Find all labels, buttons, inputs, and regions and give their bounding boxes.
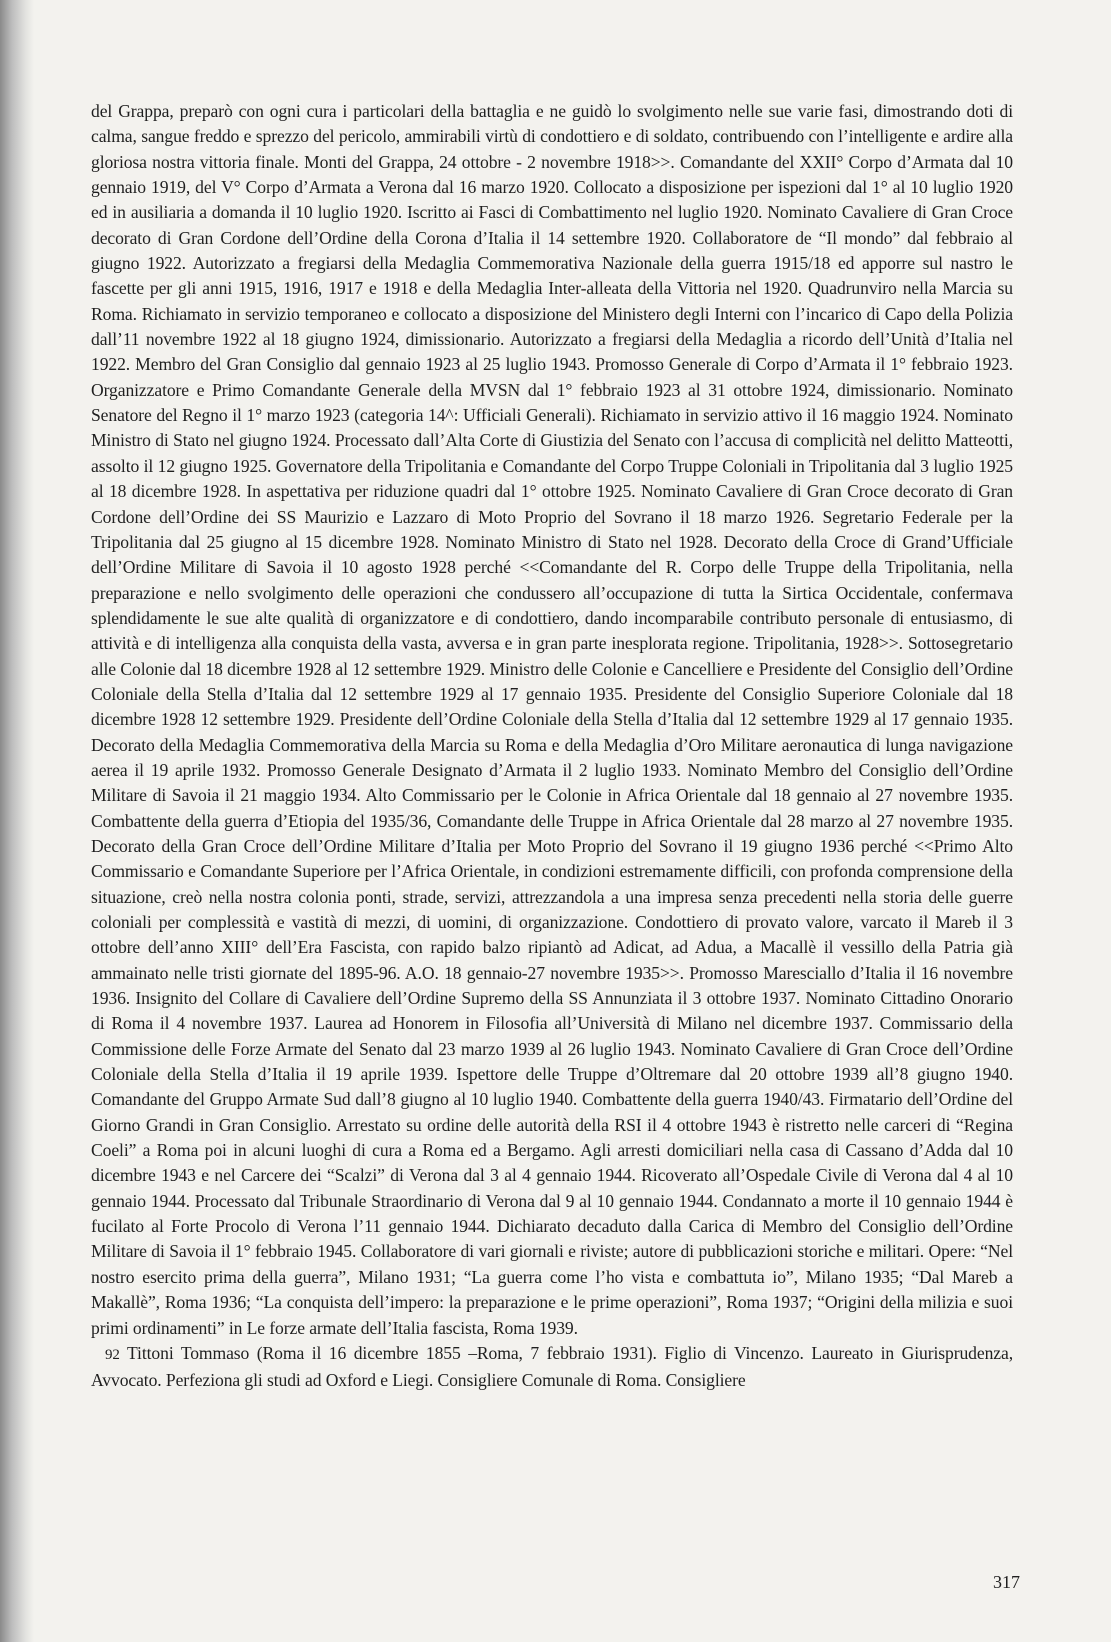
book-spine-shadow: [0, 0, 34, 1642]
footnote-number: 92: [105, 1346, 120, 1363]
footnote-92: [91, 1341, 1013, 1394]
footnote-text: Tittoni Tommaso (Roma il 16 dicembre 1855 –Roma, 7 febbraio 1931). Figlio di Vincenzo. Laureato in Giurisprudenza, Avvocato. Perfeziona gli studi ad Oxford e Liegi. Consigliere Comunale di Roma. Consigliere: [91, 1342, 1013, 1391]
page-body: [91, 99, 1013, 1394]
page-number: 317: [993, 1572, 1020, 1592]
biography-paragraph: del Grappa, preparò con ogni cura i particolari della battaglia e ne guidò lo svolgimento nelle sue varie fasi, dimostrando doti di calma, sangue freddo e sprezzo del pericolo, ammirabili virtù di condottiero e di soldato, contribuendo con l’intelligente e ardire alla gloriosa nostra vittoria finale. Monti del Grappa, 24 ottobre - 2 novembre 1918>>. Comandante del XXII° Corpo d’Armata dal 10 gennaio 1919, del V° Corpo d’Armata a Verona dal 16 marzo 1920. Collocato a disposizione per ispezioni dal 1° al 10 luglio 1920 ed in ausiliaria a domanda il 10 luglio 1920. Iscritto ai Fasci di Combattimento nel luglio 1920. Nominato Cavaliere di Gran Croce decorato di Gran Cordone dell’Ordine della Corona d’Italia il 14 settembre 1920. Collaboratore de “Il mondo” dal febbraio al giugno 1922. Autorizzato a fregiarsi della Medaglia Commemorativa Nazionale della guerra 1915/18 ed apporre sul nastro le fascette per gli anni 1915, 1916, 1917 e 1918 e della Medaglia Inter-alleata della Vittoria nel 1920. Quadrunviro nella Marcia su Roma. Richiamato in servizio temporaneo e collocato a disposizione del Ministero degli Interni con l’incarico di Capo della Polizia dall’11 novembre 1922 al 18 giugno 1924, dimissionario. Autorizzato a fregiarsi della Medaglia a ricordo dell’Unità d’Italia nel 1922. Membro del Gran Consiglio dal gennaio 1923 al 25 luglio 1943. Promosso Generale di Corpo d’Armata il 1° febbraio 1923. Organizzatore e Primo Comandante Generale della MVSN dal 1° febbraio 1923 al 31 ottobre 1924, dimissionario. Nominato Senatore del Regno il 1° marzo 1923 (categoria 14^: Ufficiali Generali). Richiamato in servizio attivo il 16 maggio 1924. Nominato Ministro di Stato nel giugno 1924. Processato dall’Alta Corte di Giustizia del Senato con l’accusa di complicità nel delitto Matteotti, assolto il 12 giugno 1925. Governatore della Tripolitania e Comandante del Corpo Truppe Coloniali in Tripolitania dal 3 luglio 1925 al 18 dicembre 1928. In aspettativa per riduzione quadri dal 1° ottobre 1925. Nominato Cavaliere di Gran Croce decorato di Gran Cordone dell’Ordine dei SS Maurizio e Lazzaro di Moto Proprio del Sovrano il 18 marzo 1926. Segretario Federale per la Tripolitania dal 25 giugno al 15 dicembre 1928. Nominato Ministro di Stato nel 1928. Decorato della Croce di Grand’Ufficiale dell’Ordine Militare di Savoia il 10 agosto 1928 perché <<Comandante del R. Corpo delle Truppe della Tripolitania, nella preparazione e nello svolgimento delle operazioni che condussero all’occupazione di tutta la Sirtica Occidentale, confermava splendidamente le sue alte qualità di organizzatore e di condottiero, dando incomparabile contributo personale di entusiasmo, di attività e di intelligenza alla conquista della vasta, avversa e in gran parte inesplorata regione. Tripolitania, 1928>>. Sottosegretario alle Colonie dal 18 dicembre 1928 al 12 settembre 1929. Ministro delle Colonie e Cancelliere e Presidente del Consiglio dell’Ordine Coloniale della Stella d’Italia dal 12 settembre 1929 al 17 gennaio 1935. Presidente del Consiglio Superiore Coloniale dal 18 dicembre 1928 12 settembre 1929. Presidente dell’Ordine Coloniale della Stella d’Italia dal 12 settembre 1929 al 17 gennaio 1935. Decorato della Medaglia Commemorativa della Marcia su Roma e della Medaglia d’Oro Militare aeronautica di lunga navigazione aerea il 19 aprile 1932. Promosso Generale Designato d’Armata il 2 luglio 1933. Nominato Membro del Consiglio dell’Ordine Militare di Savoia il 21 maggio 1934. Alto Commissario per le Colonie in Africa Orientale dal 18 gennaio al 27 novembre 1935. Combattente della guerra d’Etiopia del 1935/36, Comandante delle Truppe in Africa Orientale dal 28 marzo al 27 novembre 1935. Decorato della Gran Croce dell’Ordine Militare d’Italia per Moto Proprio del Sovrano il 19 giugno 1936 perché <<Primo Alto Commissario e Comandante Superiore per l’Africa Orientale, in condizioni estremamente difficili, con profonda comprensione della situazione, creò nella nostra colonia ponti, strade, servizi, attrezzandola a una impresa senza precedenti nella storia delle guerre coloniali per complessità e vastità di mezzi, di uomini, di organizzazione. Condottiero di provato valore, varcato il Mareb il 3 ottobre dell’anno XIII° dell’Era Fascista, con rapido balzo ripiantò ad Adicat, ad Adua, a Macallè il vessillo della Patria già ammainato nelle tristi giornate del 1895-96. A.O. 18 gennaio-27 novembre 1935>>. Promosso Maresciallo d’Italia il 16 novembre 1936. Insignito del Collare di Cavaliere dell’Ordine Supremo della SS Annunziata il 3 ottobre 1937. Nominato Cittadino Onorario di Roma il 4 novembre 1937. Laurea ad Honorem in Filosofia all’Università di Milano nel dicembre 1937. Commissario della Commissione delle Forze Armate del Senato dal 23 marzo 1939 al 26 luglio 1943. Nominato Cavaliere di Gran Croce dell’Ordine Coloniale della Stella d’Italia il 19 aprile 1939. Ispettore delle Truppe d’Oltremare dal 20 ottobre 1939 all’8 giugno 1940. Comandante del Gruppo Armate Sud dall’8 giugno al 10 luglio 1940. Combattente della guerra 1940/43. Firmatario dell’Ordine del Giorno Grandi in Gran Consiglio. Arrestato su ordine delle autorità della RSI il 4 ottobre 1943 è ristretto nelle carceri di “Regina Coeli” a Roma poi in alcuni luoghi di cura a Roma ed a Bergamo. Agli arresti domiciliari nella casa di Cassano d’Adda dal 10 dicembre 1943 e nel Carcere dei “Scalzi” di Verona dal 3 al 4 gennaio 1944. Ricoverato all’Ospedale Civile di Verona dal 4 al 10 gennaio 1944. Processato dal Tribunale Straordinario di Verona dal 9 al 10 gennaio 1944. Condannato a morte il 10 gennaio 1944 è fucilato al Forte Procolo di Verona l’11 gennaio 1944. Dichiarato decaduto dalla Carica di Membro del Consiglio dell’Ordine Militare di Savoia il 1° febbraio 1945. Collaboratore di vari giornali e riviste; autore di pubblicazioni storiche e militari. Opere: “Nel nostro esercito prima della guerra”, Milano 1931; “La guerra come l’ho vista e combattuta io”, Milano 1935; “Dal Mareb a Makallè”, Roma 1936; “La conquista dell’impero: la preparazione e le prime operazioni”, Roma 1937; “Origini della milizia e suoi primi ordinamenti” in Le forze armate dell’Italia fascista, Roma 1939.: [91, 101, 1013, 1338]
